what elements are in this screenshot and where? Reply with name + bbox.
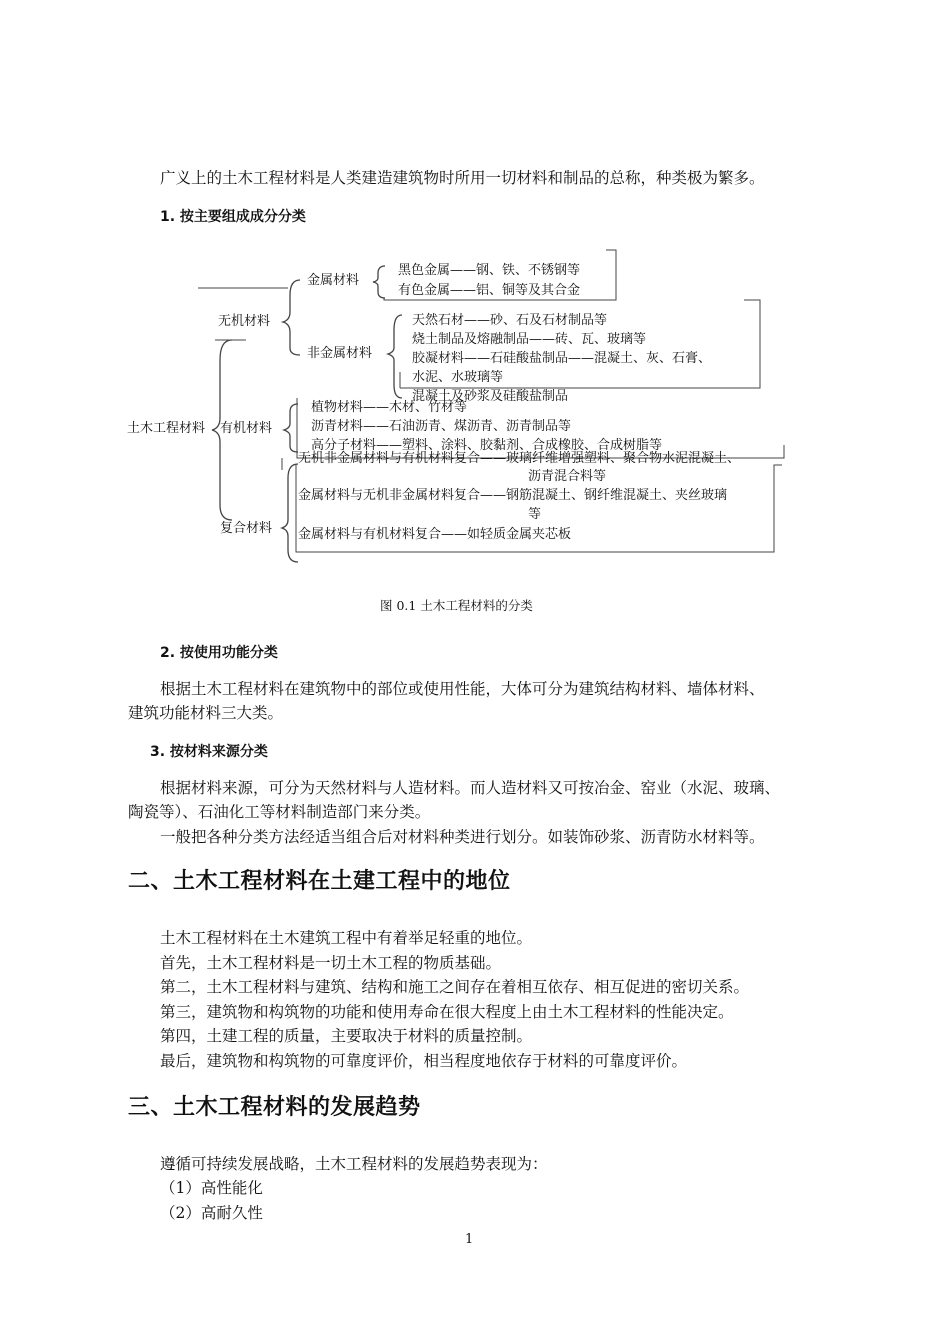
chapter2-line: 首先，土木工程材料是一切土木工程的物质基础。 xyxy=(160,954,502,972)
chapter2-line: 最后，建筑物和构筑物的可靠度评价，相当程度地依存于材料的可靠度评价。 xyxy=(160,1052,688,1070)
diagram-organic-item: 沥青材料——石油沥青、煤沥青、沥青制品等 xyxy=(311,419,572,434)
chapter2-line: 第四，土建工程的质量，主要取决于材料的质量控制。 xyxy=(160,1027,533,1045)
diagram-nonmetal-label: 非金属材料 xyxy=(307,346,373,361)
diagram-organic-label: 有机材料 xyxy=(220,421,273,436)
diagram-nonmetal-item: 烧土制品及熔融制品——砖、瓦、玻璃等 xyxy=(412,332,647,347)
chapter3-line: （1）高性能化 xyxy=(160,1179,263,1197)
section3-heading: 3. 按材料来源分类 xyxy=(150,744,268,760)
section2-heading: 2. 按使用功能分类 xyxy=(160,645,278,661)
chapter2-line: 第二，土木工程材料与建筑、结构和施工之间存在着相互依存、相互促进的密切关系。 xyxy=(160,978,750,996)
section3-line: 陶瓷等）、石油化工等材料制造部门来分类。 xyxy=(128,803,431,821)
diagram-nonmetal-item: 水泥、水玻璃等 xyxy=(412,370,504,385)
intro-paragraph: 广义上的土木工程材料是人类建造建筑物时所用一切材料和制品的总称，种类极为繁多。 xyxy=(160,169,765,187)
page-number: 1 xyxy=(465,1232,474,1247)
diagram-root-label: 土木工程材料 xyxy=(127,421,206,436)
diagram-nonmetal-item: 胶凝材料——石硅酸盐制品——混凝土、灰、石膏、 xyxy=(412,351,712,366)
chapter2-line: 第三，建筑物和构筑物的功能和使用寿命在很大程度上由土木工程材料的性能决定。 xyxy=(160,1003,734,1021)
section3-line: 一般把各种分类方法经适当组合后对材料种类进行划分。如装饰砂浆、沥青防水材料等。 xyxy=(160,828,765,846)
diagram-composite-item: 金属材料与无机非金属材料复合——钢筋混凝土、钢纤维混凝土、夹丝玻璃 xyxy=(298,488,728,503)
diagram-organic-item: 植物材料——木材、竹材等 xyxy=(311,400,468,415)
diagram-composite-item: 金属材料与有机材料复合——如轻质金属夹芯板 xyxy=(298,527,572,542)
diagram-metal-label: 金属材料 xyxy=(307,273,360,288)
diagram-metal-item: 有色金属——铝、铜等及其合金 xyxy=(398,283,581,298)
chapter2-line: 土木工程材料在土木建筑工程中有着举足轻重的地位。 xyxy=(160,929,533,947)
chapter3-title: 三、土木工程材料的发展趋势 xyxy=(128,1095,421,1120)
chapter3-line: 遵循可持续发展战略，土木工程材料的发展趋势表现为： xyxy=(160,1155,548,1173)
diagram-nonmetal-item: 混凝土及砂浆及硅酸盐制品 xyxy=(412,389,569,404)
section2-line: 建筑功能材料三大类。 xyxy=(128,704,284,722)
section1-heading: 1. 按主要组成成分分类 xyxy=(160,209,306,225)
diagram-inorganic-label: 无机材料 xyxy=(218,314,271,329)
diagram-composite-item: 无机非金属材料与有机材料复合——玻璃纤维增强塑料、聚合物水泥混凝土、 xyxy=(298,451,741,466)
diagram-composite-item: 等 xyxy=(528,507,542,522)
section3-line: 根据材料来源，可分为天然材料与人造材料。而人造材料又可按冶金、窑业（水泥、玻璃、 xyxy=(160,779,781,797)
figure-caption: 图 0.1 土木工程材料的分类 xyxy=(380,598,533,613)
chapter3-line: （2）高耐久性 xyxy=(160,1204,263,1222)
diagram-composite-item: 沥青混合料等 xyxy=(528,469,607,484)
diagram-nonmetal-item: 天然石材——砂、石及石材制品等 xyxy=(412,313,608,328)
chapter2-title: 二、土木工程材料在土建工程中的地位 xyxy=(128,869,511,894)
section2-line: 根据土木工程材料在建筑物中的部位或使用性能，大体可分为建筑结构材料、墙体材料、 xyxy=(160,680,765,698)
diagram-metal-item: 黑色金属——钢、铁、不锈钢等 xyxy=(398,263,581,278)
diagram-organic-item: 高分子材料——塑料、涂料、胶黏剂、合成橡胶、合成树脂等 xyxy=(311,438,663,453)
diagram-composite-label: 复合材料 xyxy=(220,521,273,536)
